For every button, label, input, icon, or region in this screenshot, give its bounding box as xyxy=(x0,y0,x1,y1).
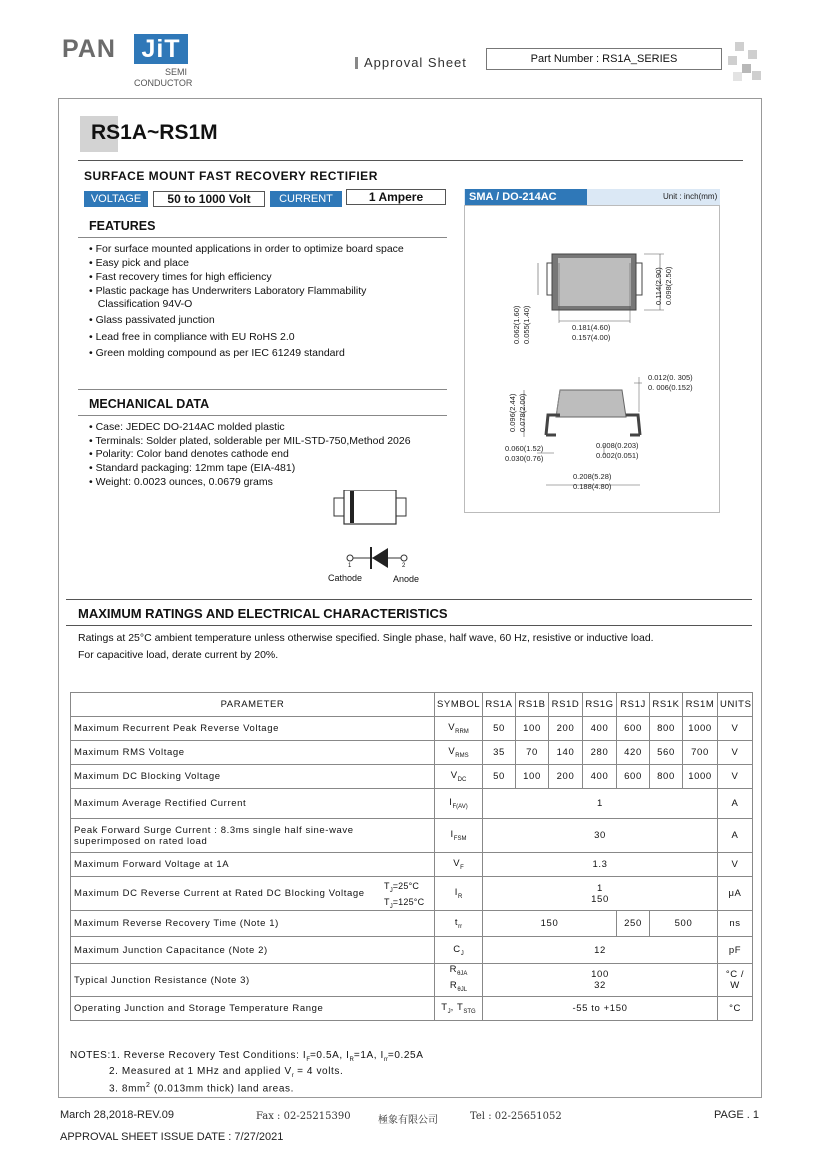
list-item: Classification 94V-O xyxy=(89,298,193,310)
divider xyxy=(66,599,752,600)
value-cell: 200 xyxy=(549,717,583,741)
column-header: PARAMETER xyxy=(71,693,435,717)
column-header: RS1B xyxy=(516,693,549,717)
symbol-cell: $T_J$, $T_{STG}$ xyxy=(435,997,483,1021)
list-item: • Green molding compound as per IEC 61249 standard xyxy=(89,347,345,359)
value-cell: 250 xyxy=(617,911,650,937)
unit-cell: °C xyxy=(718,997,753,1021)
dim-label: 0.188(4.80) xyxy=(573,482,612,491)
list-item: • Glass passivated junction xyxy=(89,314,215,326)
value-cell: 1 xyxy=(483,789,718,819)
value-cell: 400 xyxy=(583,765,617,789)
unit-cell: pF xyxy=(718,937,753,964)
value-cell: 420 xyxy=(617,741,650,765)
ratings-note: For capacitive load, derate current by 20%. xyxy=(78,649,279,661)
value-cell: 100 32 xyxy=(483,964,718,997)
list-item: • Lead free in compliance with EU RoHS 2.0 xyxy=(89,331,295,343)
dim-label: 0.098(2.50) xyxy=(664,266,673,305)
column-header: RS1M xyxy=(683,693,718,717)
divider xyxy=(78,389,447,390)
table-row xyxy=(71,877,753,911)
list-item: • Weight: 0.0023 ounces, 0.0679 grams xyxy=(89,476,273,488)
table-row xyxy=(71,937,753,964)
column-header: RS1D xyxy=(549,693,583,717)
value-cell: 1.3 xyxy=(483,853,718,877)
value-cell: 1000 xyxy=(683,717,718,741)
unit-cell: A xyxy=(718,819,753,853)
table-row xyxy=(71,911,753,937)
table-row xyxy=(71,819,753,853)
deco-square xyxy=(742,64,751,73)
voltage-tag: VOLTAGE xyxy=(84,191,148,207)
column-header: RS1G xyxy=(583,693,617,717)
unit-cell: μA xyxy=(718,877,753,911)
param-cell: Maximum DC Blocking Voltage xyxy=(71,765,435,789)
divider xyxy=(78,237,447,238)
symbol-cell: $V_{RMS}$ xyxy=(435,741,483,765)
symbol-cell: $I_{FSM}$ xyxy=(435,819,483,853)
dim-label: 0.096(2.44) xyxy=(508,393,517,432)
temp-conditions: $T_J=25^\circ C$ $T_J=125^\circ C$ xyxy=(384,881,425,910)
list-item: • Standard packaging: 12mm tape (EIA-481) xyxy=(89,462,296,474)
pin1-label: 1 xyxy=(348,563,352,569)
unit-cell: V xyxy=(718,853,753,877)
param-cell: Maximum Average Rectified Current xyxy=(71,789,435,819)
table-row xyxy=(71,741,753,765)
symbol-cell: $I_R$ xyxy=(435,877,483,911)
logo-pan: PAN xyxy=(62,35,116,63)
symbol-cell: $V_{RRM}$ xyxy=(435,717,483,741)
divider xyxy=(78,415,447,416)
deco-square xyxy=(733,72,742,81)
symbol-cell: $t_{rr}$ xyxy=(435,911,483,937)
value-cell: 400 xyxy=(583,717,617,741)
list-item: • Fast recovery times for high efficiency xyxy=(89,271,272,283)
value-cell: 1 150 xyxy=(483,877,718,911)
value-cell: 50 xyxy=(483,717,516,741)
value-cell: 100 xyxy=(516,717,549,741)
symbol-cell: $V_F$ xyxy=(435,853,483,877)
mechanical-heading: MECHANICAL DATA xyxy=(89,397,210,411)
dim-label: 0.181(4.60) xyxy=(572,323,611,332)
value-cell: 500 xyxy=(650,911,718,937)
fax-number: Fax : 02-25215390 xyxy=(256,1111,351,1122)
value-cell: 800 xyxy=(650,765,683,789)
param-cell: Maximum Recurrent Peak Reverse Voltage xyxy=(71,717,435,741)
table-row xyxy=(71,717,753,741)
dim-label: 0.114(2.90) xyxy=(654,267,663,305)
dim-label: 0.208(5.28) xyxy=(573,472,612,481)
tel-number: Tel : 02-25651052 xyxy=(470,1111,562,1122)
table-row xyxy=(71,964,753,997)
symbol-cell: $R_{\theta JA}$ $R_{\theta JL}$ xyxy=(435,964,483,997)
value-cell: 200 xyxy=(549,765,583,789)
column-header: RS1K xyxy=(650,693,683,717)
company-name: 極象有限公司 xyxy=(378,1115,438,1126)
note-1: NOTES:1. Reverse Recovery Test Conditions: $I_F=0.5A$, $I_R=1A$, $I_{rr}=0.25A$ xyxy=(70,1050,424,1063)
column-header: RS1J xyxy=(617,693,650,717)
approval-bar xyxy=(355,57,358,69)
param-cell: Maximum DC Reverse Current at Rated DC Blocking Voltage $T_J=25^\circ C$ $T_J=125^\circ C$ xyxy=(71,877,435,911)
list-item: • Terminals: Solder plated, solderable per MIL-STD-750,Method 2026 xyxy=(89,435,411,447)
features-heading: FEATURES xyxy=(89,219,156,233)
list-item: • Easy pick and place xyxy=(89,257,189,269)
package-unit: Unit : inch(mm) xyxy=(663,192,718,201)
column-header: UNITS xyxy=(718,693,753,717)
value-cell: -55 to +150 xyxy=(483,997,718,1021)
list-item: • Case: JEDEC DO-214AC molded plastic xyxy=(89,421,285,433)
value-cell: 35 xyxy=(483,741,516,765)
dim-label: 0.060(1.52) xyxy=(505,444,544,453)
param-cell: Maximum Reverse Recovery Time (Note 1) xyxy=(71,911,435,937)
dim-label: 0.078(2.00) xyxy=(518,393,527,432)
table-row xyxy=(71,997,753,1021)
deco-square xyxy=(748,50,757,59)
column-header: SYMBOL xyxy=(435,693,483,717)
symbol-cell: $C_J$ xyxy=(435,937,483,964)
logo-semi: SEMI xyxy=(165,67,188,77)
table-row xyxy=(71,789,753,819)
deco-square xyxy=(735,42,744,51)
page-title: RS1A~RS1M xyxy=(91,121,218,144)
value-cell: 1000 xyxy=(683,765,718,789)
dim-label: 0.055(1.40) xyxy=(522,305,531,344)
unit-cell: °C / W xyxy=(718,964,753,997)
list-item: • Polarity: Color band denotes cathode end xyxy=(89,448,289,460)
value-cell: 100 xyxy=(516,765,549,789)
table-row xyxy=(71,853,753,877)
package-title: SMA / DO-214AC xyxy=(465,189,587,205)
mechanical-list xyxy=(89,420,449,492)
deco-square xyxy=(752,71,761,80)
list-item: • For surface mounted applications in order to optimize board space xyxy=(89,243,404,255)
symbol-cell: $I_{F(AV)}$ xyxy=(435,789,483,819)
approval-sheet-label: Approval Sheet xyxy=(364,55,467,70)
column-header: RS1A xyxy=(483,693,516,717)
divider xyxy=(66,625,752,626)
ratings-heading: MAXIMUM RATINGS AND ELECTRICAL CHARACTERISTICS xyxy=(78,606,448,621)
revision-date: March 28,2018-REV.09 xyxy=(60,1109,174,1121)
param-cell: Maximum Forward Voltage at 1A xyxy=(71,853,435,877)
dim-label: 0.062(1.60) xyxy=(512,305,521,344)
value-cell: 800 xyxy=(650,717,683,741)
logo-conductor: CONDUCTOR xyxy=(134,78,193,88)
unit-cell: V xyxy=(718,717,753,741)
page-number: PAGE . 1 xyxy=(714,1109,760,1121)
value-cell: 50 xyxy=(483,765,516,789)
param-cell: Typical Junction Resistance (Note 3) xyxy=(71,964,435,997)
unit-cell: ns xyxy=(718,911,753,937)
pin2-label: 2 xyxy=(402,563,406,569)
unit-cell: A xyxy=(718,789,753,819)
value-cell: 280 xyxy=(583,741,617,765)
value-cell: 700 xyxy=(683,741,718,765)
value-cell: 12 xyxy=(483,937,718,964)
cathode-label: Cathode xyxy=(328,573,363,583)
dim-label: 0.002(0.051) xyxy=(596,451,639,460)
logo-jit: JiT xyxy=(134,34,188,64)
note-3: 3. $8mm^2$ (0.013mm thick) land areas. xyxy=(109,1082,294,1095)
note-2: 2. Measured at 1 MHz and applied $V_r = 4$ volts. xyxy=(109,1066,344,1079)
list-item: • Plastic package has Underwriters Laboratory Flammability xyxy=(89,285,367,297)
param-cell: Maximum RMS Voltage xyxy=(71,741,435,765)
dim-label: 0.012(0. 305) xyxy=(648,373,693,382)
divider xyxy=(78,160,743,161)
unit-cell: V xyxy=(718,765,753,789)
table-row xyxy=(71,765,753,789)
ratings-table xyxy=(70,692,753,1021)
param-cell: Operating Junction and Storage Temperature Range xyxy=(71,997,435,1021)
dim-label: 0.030(0.76) xyxy=(505,454,544,463)
dim-label: 0.008(0.203) xyxy=(596,441,639,450)
anode-label: Anode xyxy=(393,574,420,584)
value-cell: 140 xyxy=(549,741,583,765)
param-cell: Maximum Junction Capacitance (Note 2) xyxy=(71,937,435,964)
package-dimension-drawing xyxy=(464,205,720,513)
param-cell: Peak Forward Surge Current : 8.3ms single half sine-wave superimposed on rated load xyxy=(71,819,435,853)
value-cell: 600 xyxy=(617,765,650,789)
issue-date: APPROVAL SHEET ISSUE DATE : 7/27/2021 xyxy=(60,1131,284,1143)
value-cell: 70 xyxy=(516,741,549,765)
current-tag: CURRENT xyxy=(270,191,342,207)
unit-cell: V xyxy=(718,741,753,765)
table-header-row xyxy=(71,693,753,717)
dim-label: 0.157(4.00) xyxy=(572,333,611,342)
current-value: 1 Ampere xyxy=(346,189,446,205)
voltage-value: 50 to 1000 Volt xyxy=(153,191,265,207)
dim-label: 0. 006(0.152) xyxy=(648,383,693,392)
value-cell: 600 xyxy=(617,717,650,741)
symbol-cell: $V_{DC}$ xyxy=(435,765,483,789)
value-cell: 30 xyxy=(483,819,718,853)
ratings-note: Ratings at 25°C ambient temperature unless otherwise specified. Single phase, half wave, 60 Hz, resistive or inductive load. xyxy=(78,632,654,644)
notes xyxy=(70,1050,423,1094)
value-cell: 150 xyxy=(483,911,617,937)
deco-square xyxy=(728,56,737,65)
part-number-box: Part Number : RS1A_SERIES xyxy=(486,48,722,70)
features-list xyxy=(89,242,449,362)
value-cell: 560 xyxy=(650,741,683,765)
subtitle: SURFACE MOUNT FAST RECOVERY RECTIFIER xyxy=(84,169,378,183)
